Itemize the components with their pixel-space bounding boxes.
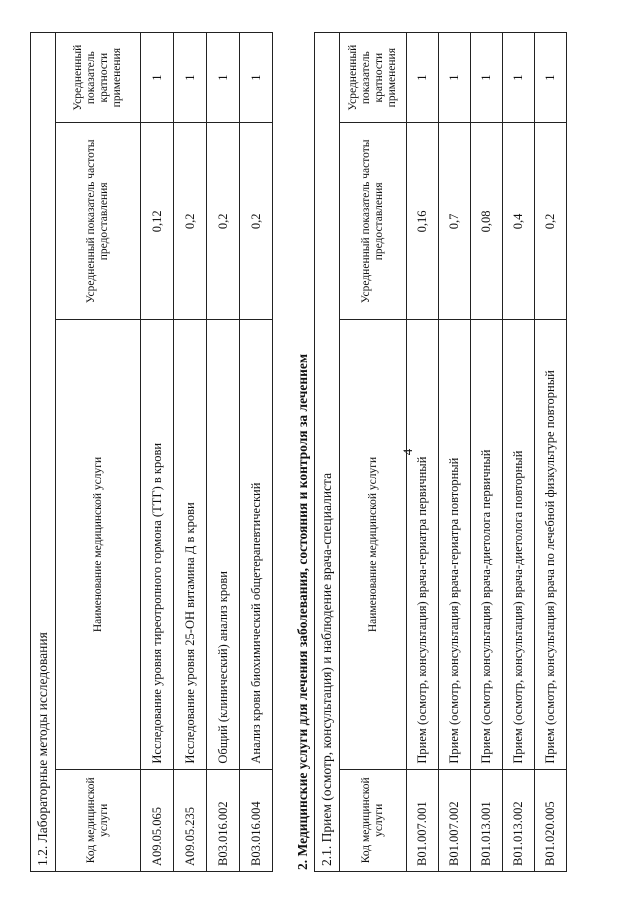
service-name: Прием (осмотр, консультация) врача-диетолога первичный (471, 320, 503, 769)
service-name: Исследование уровня 25-ОН витамина Д в крови (174, 320, 207, 769)
table-row (174, 33, 207, 872)
service-code: A09.05.065 (141, 769, 174, 871)
table-row (535, 33, 567, 872)
table-header-row (56, 33, 141, 872)
service-code: B03.016.002 (207, 769, 240, 871)
service-multiplicity: 1 (174, 33, 207, 123)
service-code: A09.05.235 (174, 769, 207, 871)
table-header-row (340, 33, 407, 872)
header-name: Наименование медицинской услуги (340, 320, 407, 769)
service-code: B01.020.005 (535, 769, 567, 871)
treatment-services-block (292, 32, 567, 872)
service-frequency: 0,2 (174, 123, 207, 320)
service-code: B01.013.001 (471, 769, 503, 871)
service-multiplicity: 1 (471, 33, 503, 123)
service-frequency: 0,2 (535, 123, 567, 320)
service-name: Общий (клинический) анализ крови (207, 320, 240, 769)
section-title-2-1: 2.1. Прием (осмотр, консультация) и наблюдение врача-специалиста (315, 33, 340, 872)
service-code: B01.007.002 (439, 769, 471, 871)
header-frequency: Усредненный показатель частоты предоставления (56, 123, 141, 320)
service-multiplicity: 1 (503, 33, 535, 123)
service-name: Прием (осмотр, консультация) врача по лечебной физкультуре повторный (535, 320, 567, 769)
table-row (503, 33, 535, 872)
service-frequency: 0,16 (407, 123, 439, 320)
table-row (141, 33, 174, 872)
service-code: B01.007.001 (407, 769, 439, 871)
service-multiplicity: 1 (535, 33, 567, 123)
document-page (30, 32, 610, 872)
header-code: Код медицинской услуги (56, 769, 141, 871)
service-frequency: 0,12 (141, 123, 174, 320)
table-row (240, 33, 273, 872)
service-frequency: 0,2 (207, 123, 240, 320)
page-number: 4 (400, 448, 415, 456)
service-frequency: 0,08 (471, 123, 503, 320)
service-name: Анализ крови биохимический общетерапевтический (240, 320, 273, 769)
section-row (315, 33, 340, 872)
service-multiplicity: 1 (207, 33, 240, 123)
lab-methods-block (30, 32, 273, 872)
service-multiplicity: 1 (240, 33, 273, 123)
service-frequency: 0,4 (503, 123, 535, 320)
lab-methods-table (30, 32, 273, 872)
service-frequency: 0,7 (439, 123, 471, 320)
header-frequency: Усредненный показатель частоты предоставления (340, 123, 407, 320)
header-name: Наименование медицинской услуги (56, 320, 141, 769)
table-row (207, 33, 240, 872)
section-title-1-2: 1.2. Лабораторные методы исследования (31, 33, 56, 872)
service-multiplicity: 1 (407, 33, 439, 123)
table-row (439, 33, 471, 872)
header-multiplicity: Усредненный показатель кратности применения (340, 33, 407, 123)
section-row (31, 33, 56, 872)
header-multiplicity: Усредненный показатель кратности применения (56, 33, 141, 123)
header-code: Код медицинской услуги (340, 769, 407, 871)
service-name: Прием (осмотр, консультация) врача-гериатра повторный (439, 320, 471, 769)
table-row (407, 33, 439, 872)
specialist-visits-table (314, 32, 567, 872)
service-frequency: 0,2 (240, 123, 273, 320)
service-name: Исследование уровня тиреотропного гормона (ТТГ) в крови (141, 320, 174, 769)
service-code: B03.016.004 (240, 769, 273, 871)
table-row (471, 33, 503, 872)
service-code: B01.013.002 (503, 769, 535, 871)
service-multiplicity: 1 (439, 33, 471, 123)
service-name: Прием (осмотр, консультация) врача-диетолога повторный (503, 320, 535, 769)
service-name: Прием (осмотр, консультация) врача-гериатра первичный (407, 320, 439, 769)
section-title-2: 2. Медицинские услуги для лечения заболевания, состояния и контроля за лечением (295, 353, 310, 870)
service-multiplicity: 1 (141, 33, 174, 123)
